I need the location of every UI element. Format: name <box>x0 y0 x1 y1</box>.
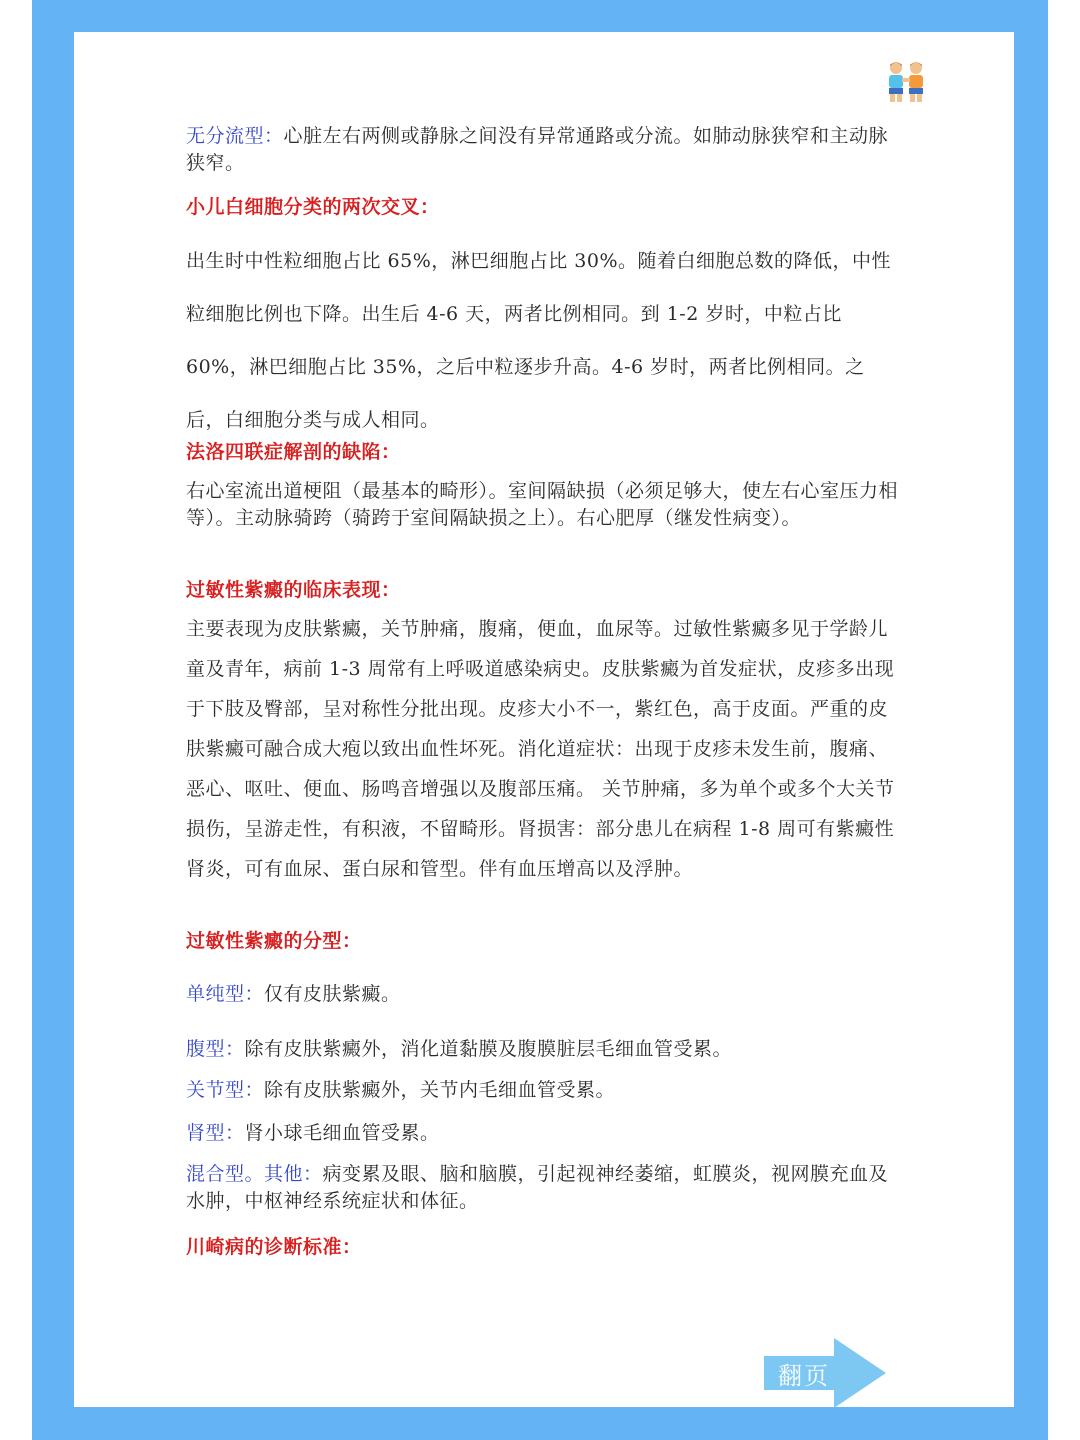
kawasaki-heading: 川崎病的诊断标准： <box>186 1236 362 1258</box>
hsp-type-text: 除有皮肤紫癜外，关节内毛细血管受累。 <box>264 1079 616 1101</box>
hsp-type-item <box>186 981 898 1008</box>
hsp-type-label: 混合型。其他： <box>186 1163 323 1185</box>
hsp-type-text: 肾小球毛细血管受累。 <box>244 1122 440 1144</box>
no-shunt-paragraph <box>186 123 898 177</box>
hsp-type-label: 单纯型： <box>186 983 265 1005</box>
hsp-clinical-paragraph: 主要表现为皮肤紫癜，关节肿痛，腹痛，便血，血尿等。过敏性紫癜多见于学龄儿童及青年，病前 1-3 周常有上呼吸道感染病史。皮肤紫癜为首发症状，皮疹多出现于下肢及臀部，呈对称性分批出现。皮疹大小不一，紫红色，高于皮面。严重的皮肤紫癜可融合成大疱以致出血性坏死。消化道症状：出现于皮疹未发生前，腹痛、恶心、呕吐、便血、肠鸣音增强以及腹部压痛。 关节肿痛，多为单个或多个大关节损伤，呈游走性，有积液，不留畸形。肾损害：部分患儿在病程 1-8 周可有紫癜性肾炎，可有血尿、蛋白尿和管型。伴有血压增高以及浮肿。 <box>186 618 895 880</box>
two-people-icon <box>884 60 928 106</box>
hsp-types-heading: 过敏性紫癜的分型： <box>186 930 362 952</box>
hsp-clinical-heading: 过敏性紫癜的临床表现： <box>186 579 401 601</box>
wbc-heading: 小儿白细胞分类的两次交叉： <box>186 196 440 218</box>
hsp-type-text: 除有皮肤紫癜外，消化道黏膜及腹膜脏层毛细血管受累。 <box>244 1038 733 1060</box>
hsp-type-text: 病变累及眼、脑和脑膜，引起视神经萎缩，虹膜炎，视网膜充血及水肿，中枢神经系统症状和体征。 <box>186 1163 889 1212</box>
hsp-type-item <box>186 1120 898 1147</box>
tof-heading: 法洛四联症解剖的缺陷： <box>186 441 401 463</box>
hsp-type-item <box>186 1161 898 1215</box>
hsp-type-text: 仅有皮肤紫癜。 <box>264 983 401 1005</box>
hsp-type-label: 关节型： <box>186 1079 265 1101</box>
hsp-type-label: 肾型： <box>186 1122 245 1144</box>
next-page-button[interactable] <box>764 1338 888 1408</box>
no-shunt-text: 心脏左右两侧或静脉之间没有异常通路或分流。如肺动脉狭窄和主动脉狭窄。 <box>186 125 889 174</box>
no-shunt-label: 无分流型： <box>186 125 284 147</box>
hsp-type-item <box>186 1036 898 1063</box>
next-page-label: 翻页 <box>778 1362 830 1390</box>
hsp-type-label: 腹型： <box>186 1038 245 1060</box>
tof-paragraph: 右心室流出道梗阻（最基本的畸形）。室间隔缺损（必须足够大，使左右心室压力相等）。主动脉骑跨（骑跨于室间隔缺损之上）。右心肥厚（继发性病变）。 <box>186 480 899 529</box>
hsp-type-item <box>186 1077 898 1104</box>
wbc-paragraph: 出生时中性粒细胞占比 65%，淋巴细胞占比 30%。随着白细胞总数的降低，中性粒细胞比例也下降。出生后 4-6 天，两者比例相同。到 1-2 岁时，中粒占比 60%，淋巴细胞占比 35%，之后中粒逐步升高。4-6 岁时，两者比例相同。之后，白细胞分类与成人相同。 <box>186 250 892 431</box>
